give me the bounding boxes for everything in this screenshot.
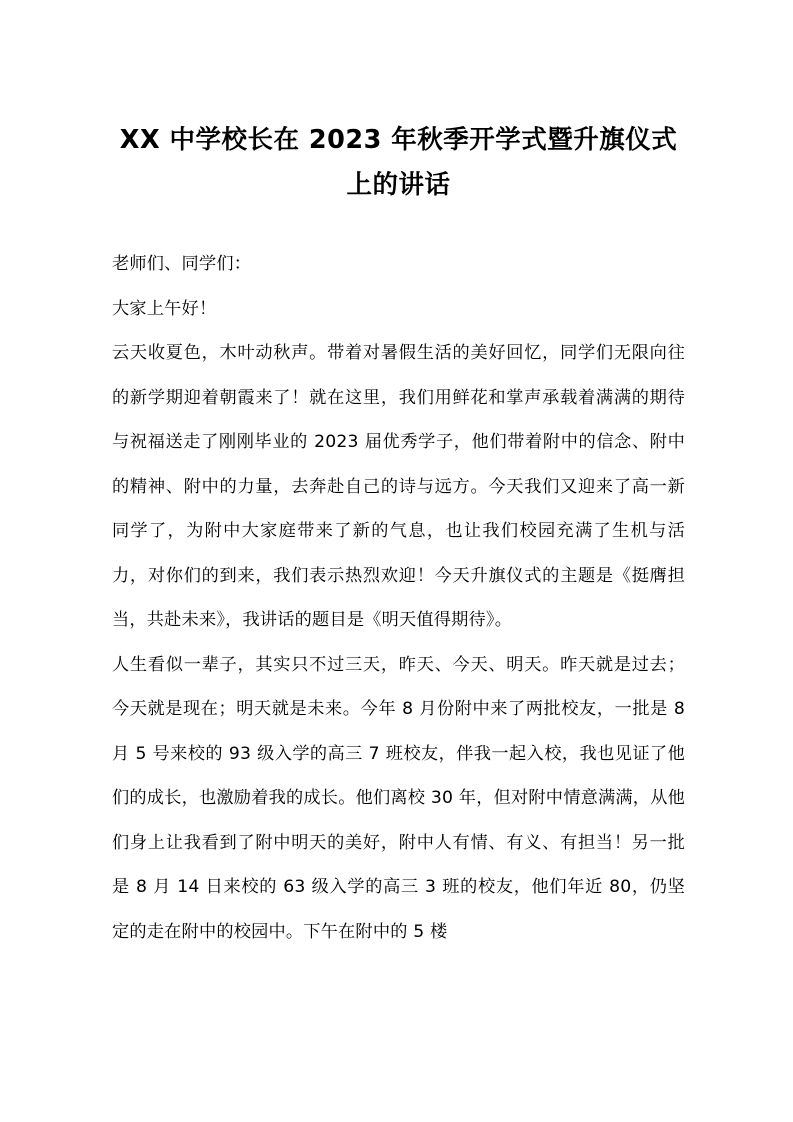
document-body — [112, 242, 685, 954]
paragraph-salutation: 老师们、同学们： — [112, 254, 252, 274]
paragraph-three-days: 人生看似一辈子，其实只不过三天，昨天、今天、明天。昨天就是过去；今天就是现在；明天就是未来。今年 8 月份附中来了两批校友，一批是 8 月 5 号来校的 93 级入学的高三 7 班校友，伴我一起入校，我也见证了他们的成长，也激励着我的成长。他们离校 30 年，但对附中情意满满，从他们身上让我看到了附中明天的美好，附中人有情、有义、有担当！另一批是 8 月 14 日来校的 63 级入学的高三 3 班的校友，他们年近 80，仍坚定的走在附中的校园中。下午在附中的 5 楼 — [112, 654, 685, 942]
page-title: XX 中学校长在 2023 年秋季开学式暨升旗仪式上的讲话 — [119, 125, 678, 200]
paragraph-greeting: 大家上午好！ — [112, 298, 217, 319]
paragraph-opening: 云天收夏色，木叶动秋声。带着对暑假生活的美好回忆，同学们无限向往的新学期迎着朝霞来了！就在这里，我们用鲜花和掌声承载着满满的期待与祝福送走了刚刚毕业的 2023 届优秀学子，他们带着附中的信念、附中的精神、附中的力量，去奔赴自己的诗与远方。今天我们又迎来了高一新同学了，为附中大家庭带来了新的气息，也让我们校园充满了生机与活力，对你们的到来，我们表示热烈欢迎！今天升旗仪式的主题是《挺膺担当，共赴未来》，我讲话的题目是《明天值得期待》。 — [112, 343, 685, 630]
